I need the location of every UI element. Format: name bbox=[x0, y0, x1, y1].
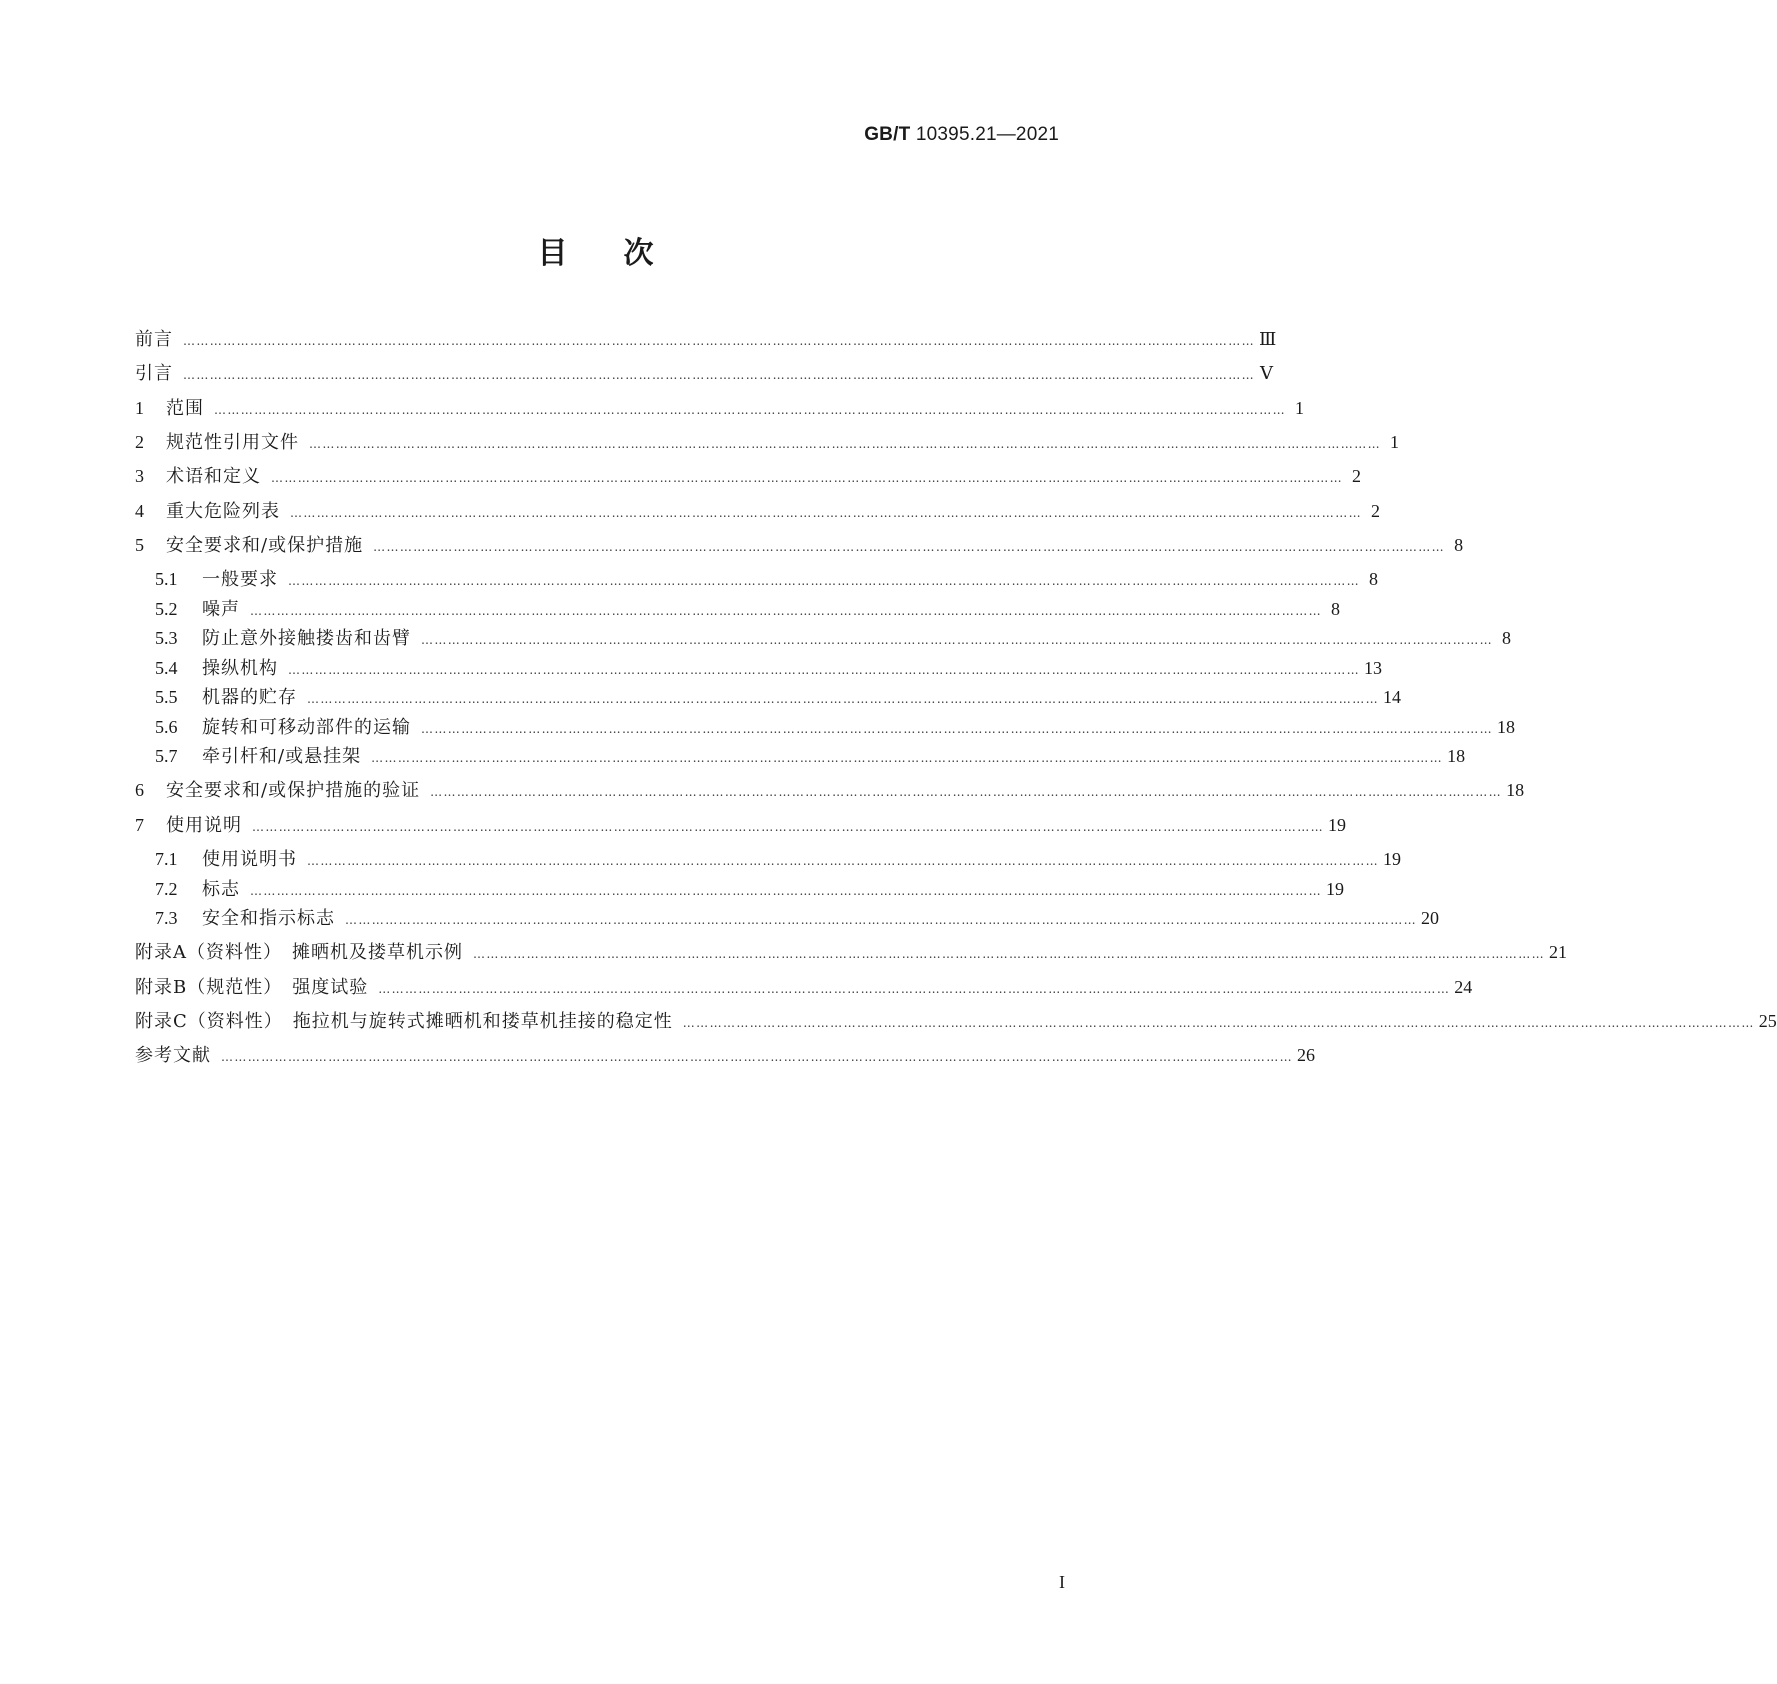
toc-entry-number: 5 bbox=[135, 534, 144, 555]
toc-leader-dots: …………………………………………………………………………………………………………………………………………………………………………………………………………………… bbox=[183, 368, 1255, 383]
toc-leader-dots: …………………………………………………………………………………………………………………………………………………………………………………………………………………… bbox=[307, 854, 1379, 868]
toc-leader-dots: …………………………………………………………………………………………………………………………………………………………………………………………………………………… bbox=[250, 883, 1322, 898]
toc-entry-number: 1 bbox=[135, 397, 144, 418]
toc-entry[interactable] bbox=[155, 846, 1401, 872]
standard-prefix: GB/T bbox=[864, 124, 911, 145]
toc-entry-number: 3 bbox=[135, 466, 144, 487]
toc-entry-page: 14 bbox=[1383, 687, 1401, 708]
toc-entry[interactable] bbox=[155, 655, 1382, 681]
toc-entry-page: 19 bbox=[1328, 814, 1346, 835]
toc-leader-dots: …………………………………………………………………………………………………………………………………………………………………………………………………………………… bbox=[378, 981, 1451, 996]
toc-entry-page: 24 bbox=[1454, 976, 1473, 997]
toc-entry-page: Ⅴ bbox=[1260, 363, 1273, 384]
toc-entry-page: 8 bbox=[1369, 569, 1378, 590]
toc-entry-label: 牵引杆和/或悬挂架 bbox=[202, 746, 362, 768]
toc-entry[interactable] bbox=[155, 625, 1511, 651]
toc-entry-page: 2 bbox=[1371, 500, 1380, 521]
toc-entry-label: 防止意外接触搂齿和齿臂 bbox=[202, 628, 411, 650]
toc-entry-label: 安全和指示标志 bbox=[202, 908, 335, 929]
toc-entry-label: 引言 bbox=[135, 363, 173, 385]
toc-entry[interactable] bbox=[135, 777, 1525, 803]
toc-entry[interactable] bbox=[155, 596, 1340, 622]
toc-leader-dots: …………………………………………………………………………………………………………………………………………………………………………………………………………………… bbox=[183, 334, 1255, 348]
toc-entry-page: 8 bbox=[1502, 628, 1511, 649]
toc-leader-dots: …………………………………………………………………………………………………………………………………………………………………………………………………………………… bbox=[271, 471, 1343, 486]
toc-entry[interactable] bbox=[155, 743, 1466, 769]
toc-entry-label: 前言 bbox=[135, 329, 173, 350]
toc-entry-page: 26 bbox=[1297, 1045, 1315, 1066]
toc-entry[interactable] bbox=[135, 812, 1346, 838]
toc-entry[interactable] bbox=[155, 714, 1515, 740]
toc-entry-number: 7.2 bbox=[155, 878, 178, 899]
standard-number: 10395.21—2021 bbox=[915, 124, 1059, 145]
toc-entry[interactable] bbox=[155, 876, 1344, 902]
toc-entry-number: 5.5 bbox=[155, 687, 178, 708]
toc-entry-label: 范围 bbox=[166, 397, 204, 419]
toc-entry-label: 使用说明 bbox=[166, 814, 242, 836]
toc-entry[interactable] bbox=[135, 532, 1464, 558]
toc-leader-dots: …………………………………………………………………………………………………………………………………………………………………………………………………………………… bbox=[421, 721, 1493, 736]
toc-entry[interactable] bbox=[135, 498, 1380, 524]
toc-entry-label: 参考文献 bbox=[135, 1045, 211, 1067]
toc-entry-page: 21 bbox=[1549, 942, 1567, 963]
toc-leader-dots: …………………………………………………………………………………………………………………………………………………………………………………………………………………… bbox=[252, 819, 1324, 834]
toc-entry[interactable] bbox=[135, 1042, 1315, 1068]
toc-entry-label: 旋转和可移动部件的运输 bbox=[202, 716, 411, 738]
toc-entry-page: 18 bbox=[1447, 746, 1466, 767]
toc-entry-number: 2 bbox=[135, 431, 144, 452]
toc-entry-label: 机器的贮存 bbox=[202, 687, 297, 709]
toc-entry-page: 2 bbox=[1352, 466, 1361, 487]
toc-entry-page: 25 bbox=[1758, 1010, 1777, 1031]
toc-leader-dots: …………………………………………………………………………………………………………………………………………………………………………………………………………………… bbox=[290, 505, 1362, 520]
toc-entry-label: 附录C（资料性） 拖拉机与旋转式摊晒机和搂草机挂接的稳定性 bbox=[135, 1010, 673, 1032]
toc-entry-label: 附录A（资料性） 摊晒机及搂草机示例 bbox=[135, 942, 463, 964]
toc-entry-label: 术语和定义 bbox=[166, 466, 261, 488]
toc-entry[interactable] bbox=[155, 566, 1378, 592]
page-number: I bbox=[1059, 1572, 1065, 1592]
toc-entry-label: 重大危险列表 bbox=[166, 500, 280, 522]
toc-leader-dots: …………………………………………………………………………………………………………………………………………………………………………………………………………………… bbox=[371, 751, 1444, 766]
toc-leader-dots: …………………………………………………………………………………………………………………………………………………………………………………………………………………… bbox=[345, 913, 1417, 927]
toc-leader-dots: …………………………………………………………………………………………………………………………………………………………………………………………………………………… bbox=[682, 1015, 1755, 1030]
toc-entry-page: 13 bbox=[1364, 657, 1382, 678]
toc-entry-page: 1 bbox=[1295, 397, 1304, 418]
toc-leader-dots: …………………………………………………………………………………………………………………………………………………………………………………………………………………… bbox=[307, 692, 1379, 707]
toc-entry-page: 20 bbox=[1421, 908, 1439, 928]
toc-entry-number: 6 bbox=[135, 780, 144, 801]
toc-entry-number: 7.1 bbox=[155, 849, 178, 869]
toc-entry[interactable] bbox=[135, 974, 1473, 1000]
toc-leader-dots: …………………………………………………………………………………………………………………………………………………………………………………………………………………… bbox=[473, 947, 1545, 962]
toc-entry-page: 19 bbox=[1383, 849, 1401, 869]
toc-leader-dots: …………………………………………………………………………………………………………………………………………………………………………………………………………………… bbox=[373, 539, 1446, 554]
toc-entry-number: 5.4 bbox=[155, 657, 178, 678]
toc-entry-number: 5.6 bbox=[155, 716, 178, 737]
toc-entry-label: 安全要求和/或保护措施 bbox=[166, 534, 364, 556]
toc-entry-number: 7 bbox=[135, 814, 144, 835]
toc-entry-label: 附录B（规范性） 强度试验 bbox=[135, 976, 369, 998]
standard-code bbox=[864, 124, 1059, 146]
toc-entry-page: 8 bbox=[1454, 534, 1464, 555]
toc-entry-number: 5.3 bbox=[155, 628, 178, 649]
toc-entry[interactable] bbox=[135, 1008, 1777, 1034]
toc-entry-label: 操纵机构 bbox=[202, 657, 278, 679]
toc-leader-dots: …………………………………………………………………………………………………………………………………………………………………………………………………………………… bbox=[221, 1050, 1293, 1065]
toc-entry-number: 4 bbox=[135, 500, 144, 521]
toc-entry[interactable] bbox=[135, 395, 1304, 421]
toc-entry[interactable] bbox=[135, 326, 1277, 352]
toc-entry[interactable] bbox=[155, 905, 1439, 931]
toc-entry-label: 一般要求 bbox=[202, 569, 278, 591]
toc-leader-dots: …………………………………………………………………………………………………………………………………………………………………………………………………………………… bbox=[309, 436, 1381, 451]
toc-entry[interactable] bbox=[155, 684, 1401, 710]
toc-entry[interactable] bbox=[135, 429, 1399, 455]
toc-entry-label: 规范性引用文件 bbox=[166, 431, 299, 453]
toc-entry-number: 7.3 bbox=[155, 908, 178, 928]
toc-entry-label: 使用说明书 bbox=[202, 849, 297, 870]
toc-entry-page: 18 bbox=[1497, 716, 1515, 737]
toc-entry[interactable] bbox=[135, 463, 1361, 489]
page-title: 目次 bbox=[537, 236, 710, 271]
toc-entry-page: 8 bbox=[1331, 598, 1340, 619]
toc-leader-dots: …………………………………………………………………………………………………………………………………………………………………………………………………………………… bbox=[288, 662, 1360, 677]
toc-entry-number: 5.2 bbox=[155, 598, 178, 619]
toc-leader-dots: …………………………………………………………………………………………………………………………………………………………………………………………………………………… bbox=[214, 402, 1286, 417]
toc-leader-dots: …………………………………………………………………………………………………………………………………………………………………………………………………………………… bbox=[250, 603, 1322, 618]
toc-entry-label: 噪声 bbox=[202, 598, 240, 620]
toc-entry-page: Ⅲ bbox=[1259, 329, 1277, 349]
toc-entry-label: 安全要求和/或保护措施的验证 bbox=[166, 780, 421, 802]
toc-leader-dots: …………………………………………………………………………………………………………………………………………………………………………………………………………………… bbox=[288, 574, 1360, 589]
toc-leader-dots: …………………………………………………………………………………………………………………………………………………………………………………………………………………… bbox=[421, 633, 1493, 648]
toc-entry-label: 标志 bbox=[202, 878, 240, 900]
toc-entry-number: 5.7 bbox=[155, 746, 178, 767]
toc-entry-page: 1 bbox=[1390, 431, 1399, 452]
toc-entry-number: 5.1 bbox=[155, 569, 178, 590]
toc-leader-dots: …………………………………………………………………………………………………………………………………………………………………………………………………………………… bbox=[430, 785, 1503, 800]
toc-entry-page: 19 bbox=[1326, 878, 1344, 899]
toc-entry-page: 18 bbox=[1506, 780, 1525, 801]
toc-entry[interactable] bbox=[135, 939, 1567, 965]
toc-entry[interactable] bbox=[135, 360, 1273, 386]
